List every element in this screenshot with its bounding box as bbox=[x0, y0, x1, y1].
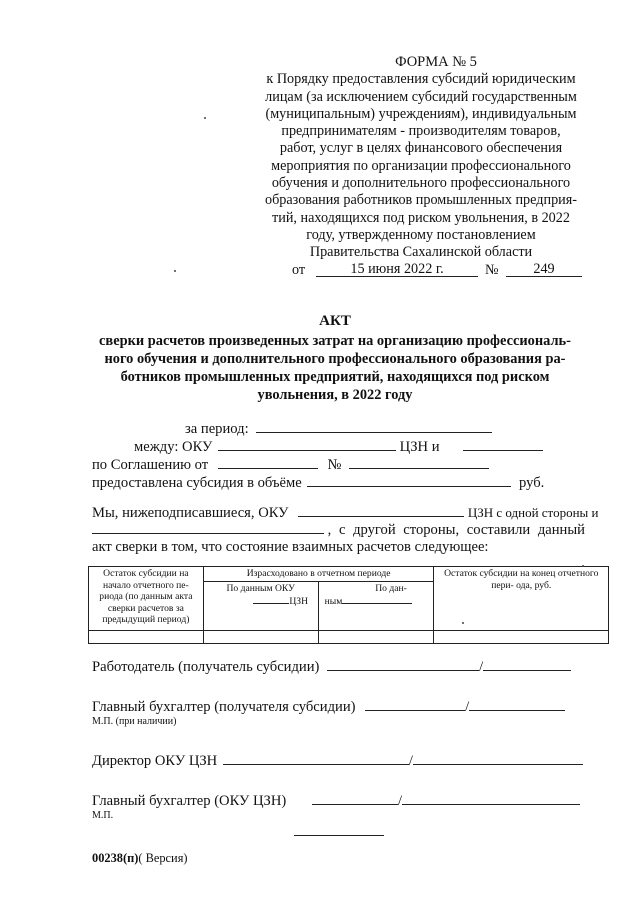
scan-speck bbox=[204, 117, 206, 119]
chief-accountant-oku-name-blank[interactable] bbox=[402, 791, 580, 805]
director-signature bbox=[92, 751, 583, 770]
czn-label: ЦЗН и bbox=[399, 439, 440, 455]
agreement-label: по Соглашению от bbox=[92, 457, 209, 473]
extra-signature-blank[interactable] bbox=[294, 822, 384, 836]
table-header-row bbox=[89, 567, 609, 582]
other-data-header-line1: По дан- bbox=[375, 582, 407, 594]
between-field bbox=[134, 437, 543, 456]
director-name-blank[interactable] bbox=[413, 751, 583, 765]
body-line-1-end: ЦЗН с одной стороны и bbox=[467, 505, 599, 520]
chief-accountant-recipient-name-blank[interactable] bbox=[469, 697, 565, 711]
slash: / bbox=[479, 659, 484, 675]
document-version: ( Версия) bbox=[138, 851, 188, 865]
table-cell[interactable] bbox=[434, 630, 609, 643]
stamp-note-oku: М.П. bbox=[92, 810, 114, 821]
document-code: 00238(п) bbox=[92, 851, 139, 865]
header-line: лицам (за исключением субсидий государственным bbox=[265, 88, 577, 105]
oku-name-blank[interactable] bbox=[298, 503, 464, 517]
scan-speck bbox=[174, 270, 176, 272]
other-data-header-line2: ным bbox=[321, 594, 432, 608]
oku-data-header-line1: По данным ОКУ bbox=[226, 582, 295, 594]
subsidy-label: предоставлена субсидия в объёме bbox=[92, 475, 302, 491]
header-line: Правительства Сахалинской области bbox=[309, 244, 533, 261]
spent-group-header: Израсходовано в отчетном периоде bbox=[203, 567, 434, 582]
counterparty-name-blank[interactable] bbox=[92, 520, 324, 534]
employer-signature bbox=[92, 657, 571, 676]
agreement-date-blank[interactable] bbox=[218, 455, 318, 469]
chief-accountant-oku-sign-blank[interactable] bbox=[312, 791, 398, 805]
header-line: работ, услуг в целях финансового обеспечения bbox=[279, 140, 563, 157]
scan-speck bbox=[462, 622, 464, 624]
header-line: тий, находящихся под риском увольнения, в 2022 bbox=[272, 209, 570, 226]
date-prefix: от bbox=[292, 261, 306, 278]
counterparty-blank[interactable] bbox=[463, 437, 543, 451]
form-number: ФОРМА № 5 bbox=[395, 54, 477, 70]
chief-accountant-oku-label: Главный бухгалтер (ОКУ ЦЗН) bbox=[92, 793, 287, 809]
oku-data-header bbox=[203, 581, 318, 630]
title-line: ного обучения и дополнительного профессионального образования ра- bbox=[104, 351, 566, 367]
slash: / bbox=[397, 793, 402, 809]
table-cell[interactable] bbox=[203, 630, 318, 643]
oku-data-header-line2: ЦЗН bbox=[206, 594, 316, 608]
slash: / bbox=[408, 753, 413, 769]
number-prefix: № bbox=[485, 261, 499, 278]
table-row bbox=[89, 630, 609, 643]
employer-sign-blank[interactable] bbox=[327, 657, 479, 671]
form-header bbox=[250, 54, 592, 280]
period-field bbox=[185, 419, 492, 438]
opening-balance-header: Остаток субсидии на начало отчетного пе- риода (по данным акта сверки расчетов за предыдущий период) bbox=[89, 567, 204, 631]
header-line: образования работников промышленных предприя- bbox=[264, 192, 578, 209]
closing-balance-header: Остаток субсидии на конец отчетного пери- ода, руб. bbox=[434, 567, 609, 631]
decree-date-line bbox=[250, 262, 592, 280]
document-footer bbox=[92, 851, 188, 866]
oku-blank[interactable] bbox=[218, 437, 396, 451]
body-line-2 bbox=[92, 520, 585, 539]
table-cell[interactable] bbox=[89, 630, 204, 643]
document-title bbox=[80, 312, 590, 404]
employer-label: Работодатель (получатель субсидии) bbox=[92, 659, 320, 675]
table-cell[interactable] bbox=[318, 630, 434, 643]
period-blank[interactable] bbox=[256, 419, 492, 433]
slash: / bbox=[465, 699, 470, 715]
director-label: Директор ОКУ ЦЗН bbox=[92, 753, 218, 769]
chief-accountant-recipient-label: Главный бухгалтер (получателя субсидии) bbox=[92, 699, 356, 715]
header-line: к Порядку предоставления субсидий юридическим bbox=[266, 71, 576, 88]
header-line: мероприятия по организации профессионального bbox=[271, 157, 571, 174]
other-data-header bbox=[318, 581, 434, 630]
employer-name-blank[interactable] bbox=[483, 657, 571, 671]
chief-accountant-recipient-sign-blank[interactable] bbox=[365, 697, 465, 711]
period-label: за период: bbox=[185, 421, 249, 437]
decree-date: 15 июня 2022 г. bbox=[316, 262, 478, 277]
body-line-3: акт сверки в том, что состояние взаимных расчетов следующее: bbox=[92, 539, 489, 555]
title-heading: АКТ bbox=[319, 313, 351, 329]
agreement-number-sign: № bbox=[327, 457, 342, 473]
reconciliation-table bbox=[88, 566, 609, 644]
title-line: сверки расчетов произведенных затрат на организацию профессиональ- bbox=[99, 333, 571, 349]
body-line-1-start: Мы, нижеподписавшиеся, ОКУ bbox=[92, 505, 289, 521]
title-line: ботников промышленных предприятий, находящихся под риском bbox=[120, 369, 550, 385]
currency-label: руб. bbox=[519, 475, 545, 491]
chief-accountant-oku-signature bbox=[92, 791, 580, 810]
subsidy-field bbox=[92, 473, 544, 492]
body-line-2-text: , с другой стороны, составили данный bbox=[327, 522, 585, 538]
header-line: году, утвержденному постановлением bbox=[306, 226, 536, 243]
director-sign-blank[interactable] bbox=[223, 751, 409, 765]
decree-number: 249 bbox=[506, 262, 582, 277]
between-label: между: ОКУ bbox=[134, 439, 213, 455]
header-line: (муниципальным) учреждениям), индивидуальным bbox=[265, 105, 577, 122]
chief-accountant-recipient-signature bbox=[92, 697, 565, 716]
agreement-number-blank[interactable] bbox=[349, 455, 489, 469]
header-line: предпринимателям - производителям товаров, bbox=[281, 123, 561, 140]
agreement-field bbox=[92, 455, 489, 474]
scan-speck bbox=[582, 565, 584, 567]
title-line: увольнения, в 2022 году bbox=[257, 387, 413, 403]
header-line: обучения и дополнительного профессионального bbox=[271, 175, 571, 192]
subsidy-amount-blank[interactable] bbox=[307, 473, 511, 487]
stamp-note-recipient: М.П. (при наличии) bbox=[92, 716, 177, 727]
